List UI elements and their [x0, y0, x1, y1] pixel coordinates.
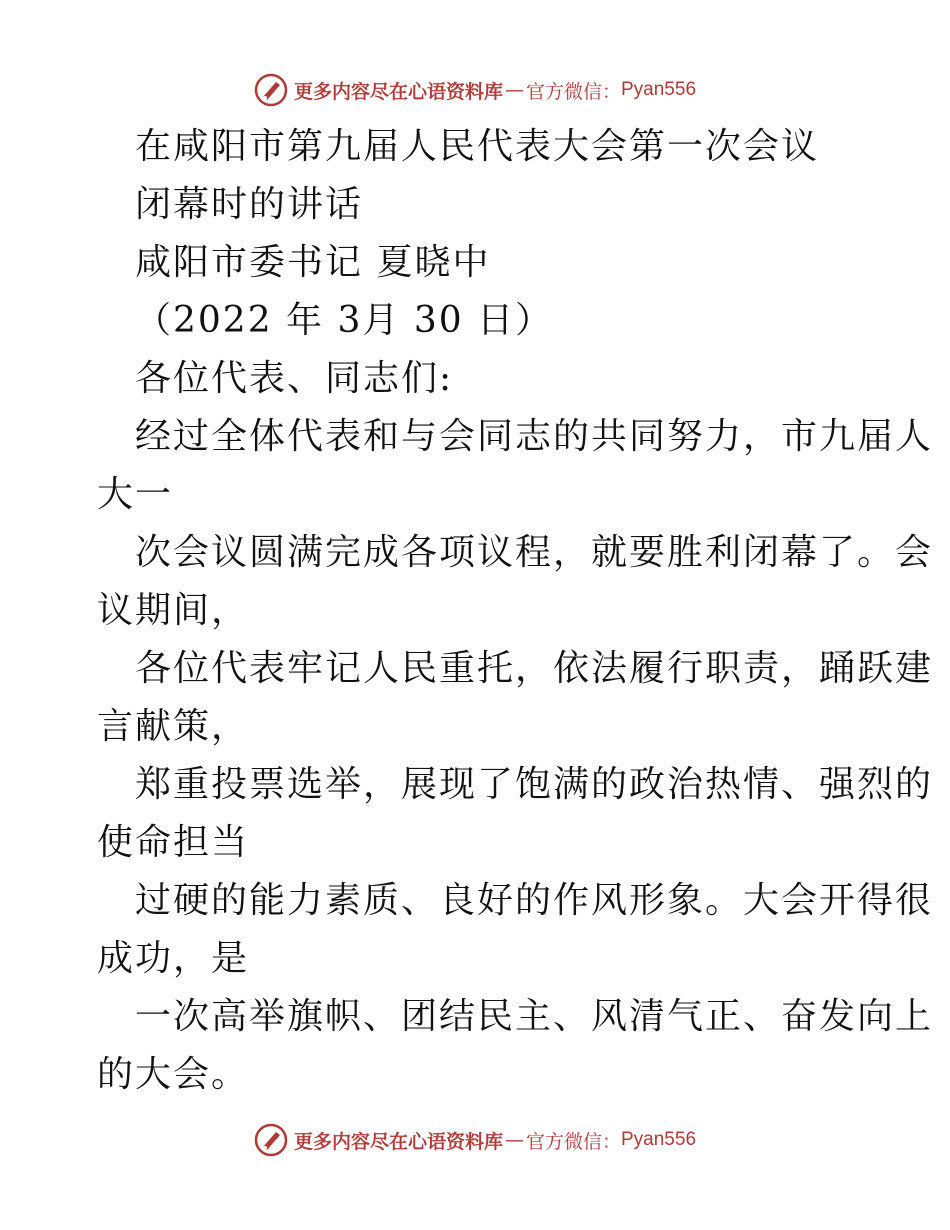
author-line: 咸阳市委书记 夏晓中 [135, 242, 491, 283]
banner-site-text: 更多内容尽在心语资料库 [293, 1130, 503, 1153]
banner-wechat-id: Pyan556 [621, 79, 697, 100]
body-text-line: 经过全体代表和与会同志的共同努力，市九届人 [135, 416, 934, 457]
body-text-line: 使命担当 [97, 822, 250, 863]
body-text-line: 成功，是 [97, 938, 250, 979]
body-text-line: 一次高举旗帜、团结民主、风清气正、奋发向上 [135, 996, 934, 1037]
body-text-line: 次会议圆满完成各项议程，就要胜利闭幕了。会 [135, 532, 934, 573]
date-line: （2022 年 3月 30 日） [135, 300, 554, 341]
body-text-line: 各位代表牢记人民重托，依法履行职责，踊跃建 [135, 648, 934, 689]
footer-watermark-banner [0, 1120, 950, 1160]
pen-logo-icon [254, 1123, 288, 1157]
body-text-line: 言献策， [97, 706, 250, 747]
banner-wechat-label: 官方微信： [525, 80, 621, 103]
banner-wechat-label: 官方微信： [525, 1130, 621, 1153]
banner-dash: — [504, 1129, 524, 1151]
body-text-line: 郑重投票选举，展现了饱满的政治热情、强烈的 [135, 764, 934, 805]
body-text-line: 的大会。 [97, 1054, 250, 1095]
document-body [97, 118, 934, 1104]
body-text-line: 议期间， [97, 590, 250, 631]
speech-paragraph [97, 408, 934, 1104]
pen-logo-icon [254, 73, 288, 107]
banner-wechat-id: Pyan556 [621, 1129, 697, 1150]
body-text-line: 过硬的能力素质、良好的作风形象。大会开得很 [135, 880, 934, 921]
banner-site-text: 更多内容尽在心语资料库 [293, 80, 503, 103]
banner-dash: — [504, 79, 524, 101]
body-text-line: 大一 [97, 474, 174, 515]
title-line-2: 闭幕时的讲话 [135, 184, 364, 225]
salutation: 各位代表、同志们: [135, 358, 454, 399]
title-line-1: 在咸阳市第九届人民代表大会第一次会议 [135, 126, 820, 167]
header-watermark-banner [0, 70, 950, 110]
